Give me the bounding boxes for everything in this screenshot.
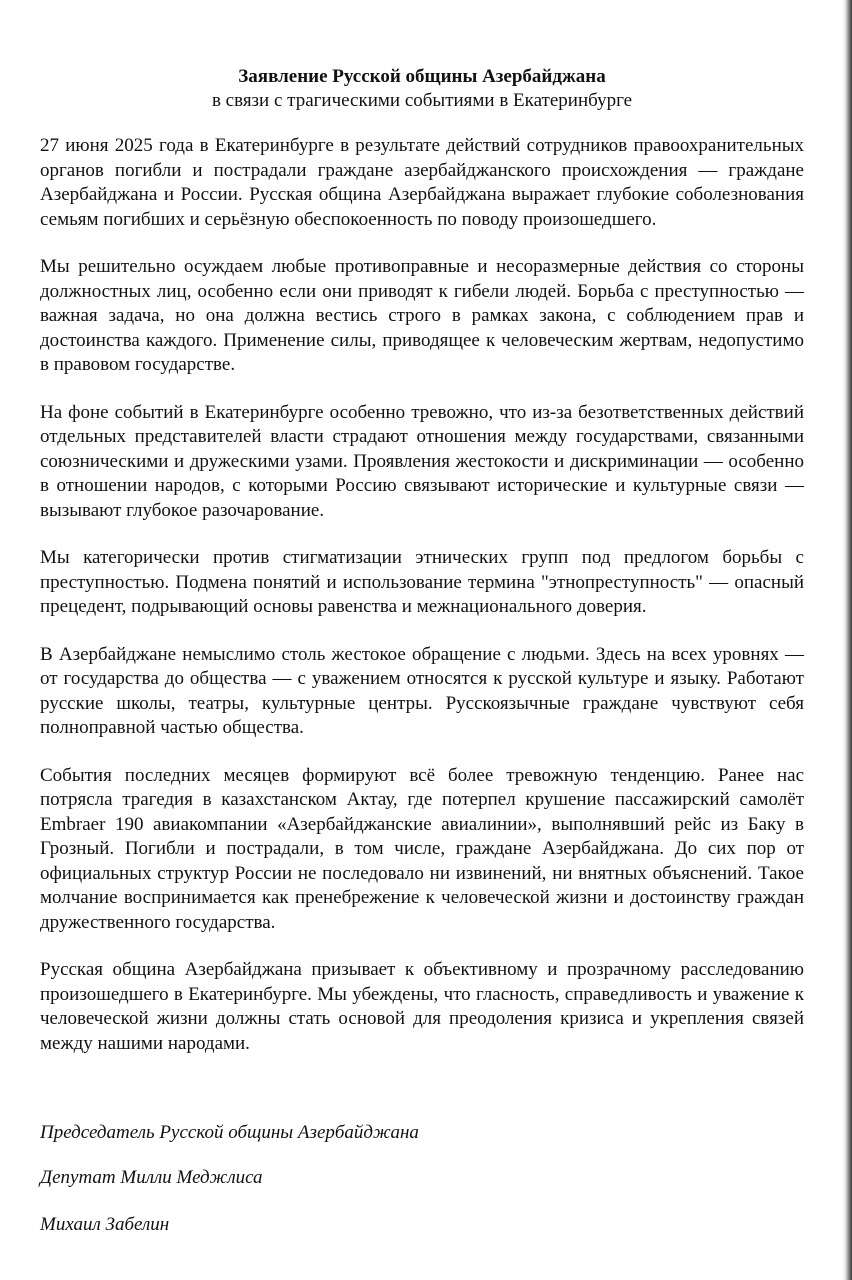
paragraph-1: 27 июня 2025 года в Екатеринбурге в результате действий сотрудников правоохранительных органов погибли и пострадали граждане азербайджанского происхождения — граждане Азербайджана и России. Русская община Азербайджана выражает глубокие соболезнования семьям погибших и серьёзную обеспокоенность по поводу произошедшего.: [40, 135, 804, 230]
paragraph-7: Русская община Азербайджана призывает к объективному и прозрачному расследованию произошедшего в Екатеринбурге. Мы убеждены, что гласность, справедливость и уважение к человеческой жизни должны стать основой для преодоления кризиса и укрепления связей между нашими народами.: [40, 959, 804, 1054]
page-edge-shadow: [842, 0, 852, 1280]
signature-office: Депутат Милли Меджлиса: [40, 1167, 263, 1188]
statement-body: [40, 134, 804, 1079]
signature-position: Председатель Русской общины Азербайджана: [40, 1122, 419, 1143]
signature-name: Михаил Забелин: [40, 1214, 170, 1235]
statement-title: Заявление Русской общины Азербайджана: [238, 66, 606, 87]
paragraph-2: Мы решительно осуждаем любые противоправные и несоразмерные действия со стороны должностных лиц, особенно если они приводят к гибели людей. Борьба с преступностью — важная задача, но она должна вестись строго в рамках закона, с соблюдением прав и достоинства каждого. Применение силы, приводящее к человеческим жертвам, недопустимо в правовом государстве.: [40, 256, 804, 375]
paragraph-4: Мы категорически против стигматизации этнических групп под предлогом борьбы с преступностью. Подмена понятий и использование термина "этнопреступность" — опасный прецедент, подрывающий основы равенства и межнационального доверия.: [40, 547, 804, 617]
paragraph-3: На фоне событий в Екатеринбурге особенно тревожно, что из-за безответственных действий отдельных представителей власти страдают отношения между государствами, связанными союзническими и дружескими узами. Проявления жестокости и дискриминации — особенно в отношении народов, с которыми Россию связывают исторические и культурные связи — вызывают глубокое разочарование.: [40, 401, 804, 521]
statement-subtitle: в связи с трагическими событиями в Екатеринбурге: [211, 90, 633, 111]
paragraph-5: В Азербайджане немыслимо столь жестокое обращение с людьми. Здесь на всех уровнях — от государства до общества — с уважением относятся к русской культуре и языку. Работают русские школы, театры, культурные центры. Русскоязычные граждане чувствуют себя полноправной частью общества.: [40, 643, 804, 738]
paragraph-6: События последних месяцев формируют всё более тревожную тенденцию. Ранее нас потрясла трагедия в казахстанском Актау, где потерпел крушение пассажирский самолёт Embraer 190 авиакомпании «Азербайджанские авиалинии», выполнявший рейс из Баку в Грозный. Погибли и пострадали, в том числе, граждане Азербайджана. До сих пор от официальных структур России не последовало ни извинений, ни внятных объяснений. Такое молчание воспринимается как пренебрежение к человеческой жизни и достоинству граждан дружественного государства.: [40, 764, 804, 933]
